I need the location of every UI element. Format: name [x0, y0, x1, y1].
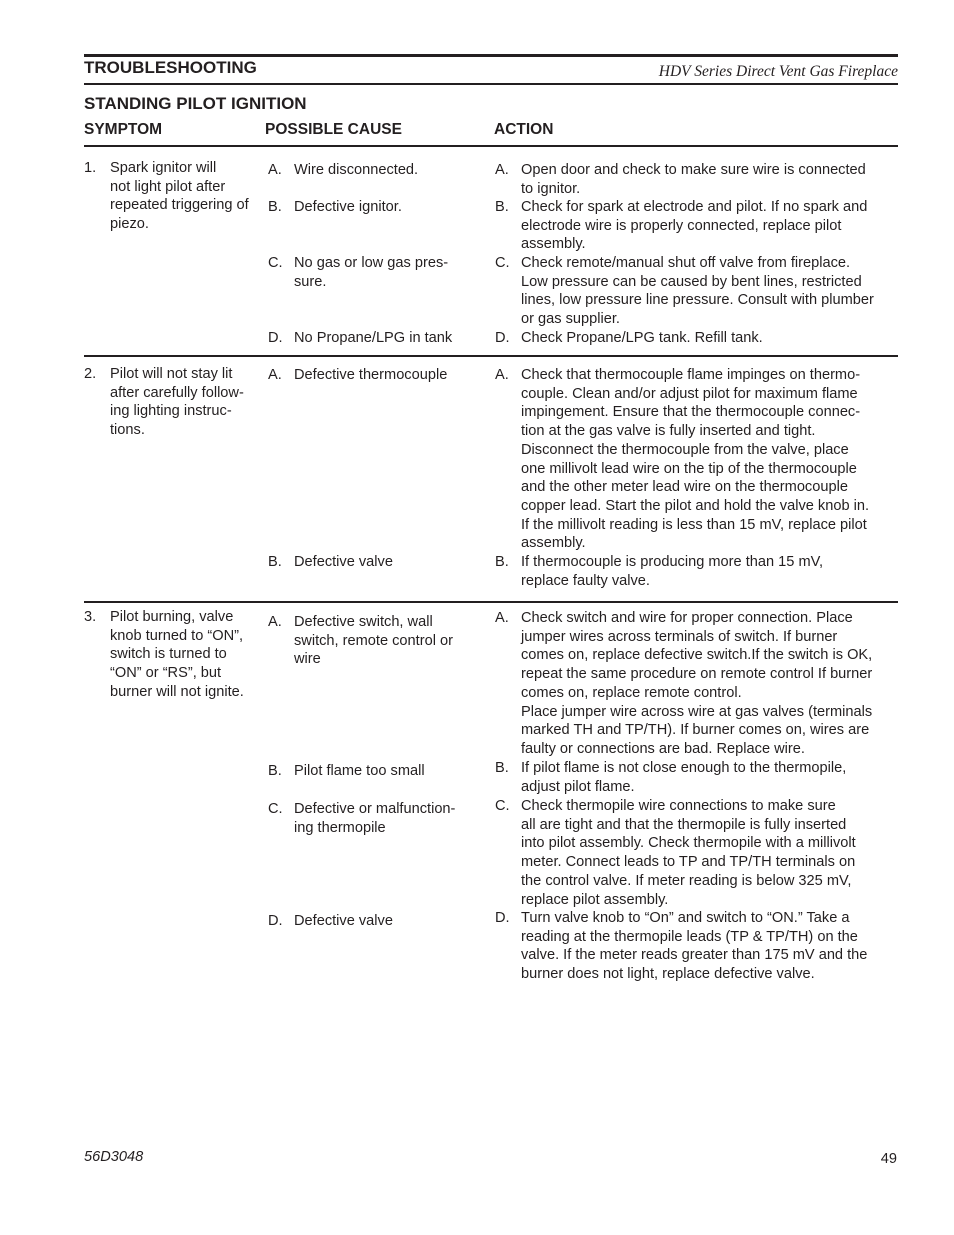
cause-text: Defective or malfunction- ing thermopile	[294, 801, 456, 836]
action-marker: B.	[495, 199, 509, 215]
section-title: STANDING PILOT IGNITION	[84, 94, 307, 113]
action-marker: C.	[495, 798, 510, 814]
action-marker: C.	[495, 255, 510, 271]
cause-marker: A.	[268, 367, 282, 383]
action-3c	[495, 797, 905, 909]
symptom-1	[84, 159, 264, 234]
cause-text: Defective ignitor.	[294, 199, 402, 215]
action-text: Check Propane/LPG tank. Refill tank.	[521, 330, 763, 346]
cause-1b	[268, 198, 483, 217]
cause-text: Defective switch, wall switch, remote control or wire	[294, 614, 453, 668]
cause-marker: C.	[268, 801, 283, 817]
action-text: Check thermopile wire connections to make sure all are tight and that the thermopile is fully inserted into pilot assembly. Check thermopile with a millivolt meter. Connect leads to TP and TP/TH terminals on the control valve. If meter reading is below 325 mV, replace pilot assembly.	[521, 798, 856, 908]
cause-text: No Propane/LPG in tank	[294, 330, 453, 346]
cause-3c	[268, 800, 483, 837]
action-marker: A.	[495, 610, 509, 626]
action-1c	[495, 254, 905, 329]
column-header-cause: POSSIBLE CAUSE	[265, 121, 402, 138]
cause-2b	[268, 553, 483, 572]
action-marker: A.	[495, 367, 509, 383]
cause-text: Wire disconnected.	[294, 162, 419, 178]
action-text: Check for spark at electrode and pilot. If no spark and electrode wire is properly connected, replace pilot assembly.	[521, 199, 868, 253]
cause-3b	[268, 762, 483, 781]
cause-marker: C.	[268, 255, 283, 271]
action-3b	[495, 759, 905, 796]
action-text: Check remote/manual shut off valve from fireplace. Low pressure can be caused by bent lines, restricted lines, low pressure line pressure. Consult with plumber or gas supplier.	[521, 255, 874, 328]
column-header-rule	[84, 145, 898, 147]
column-header-action: ACTION	[494, 121, 554, 138]
action-text: If pilot flame is not close enough to the thermopile, adjust pilot flame.	[521, 760, 847, 795]
cause-marker: D.	[268, 330, 283, 346]
action-2a	[495, 366, 905, 553]
action-text: Check that thermocouple flame impinges on thermo- couple. Clean and/or adjust pilot for maximum flame impingement. Ensure that the thermocouple connec- tion at the gas valve is fully inserted and tight. Disconnect the thermocouple from the valve, place one millivolt lead wire on the tip of the thermocouple and the other meter lead wire on the thermocouple copper lead. Start the pilot and hold the valve knob in. If the millivolt reading is less than 15 mV, replace pilot assembly.	[521, 367, 870, 552]
symptom-marker: 3.	[84, 609, 97, 625]
cause-marker: D.	[268, 913, 283, 929]
top-rule	[84, 54, 898, 57]
cause-text: No gas or low gas pres- sure.	[294, 255, 449, 290]
cause-2a	[268, 366, 483, 385]
cause-marker: A.	[268, 614, 282, 630]
cause-text: Defective valve	[294, 554, 393, 570]
action-text: Open door and check to make sure wire is connected to ignitor.	[521, 162, 866, 197]
cause-text: Defective valve	[294, 913, 393, 929]
action-marker: D.	[495, 330, 510, 346]
row-divider	[84, 601, 898, 603]
cause-marker: A.	[268, 162, 282, 178]
action-marker: D.	[495, 910, 510, 926]
cause-marker: B.	[268, 554, 282, 570]
cause-marker: B.	[268, 763, 282, 779]
cause-text: Defective thermocouple	[294, 367, 448, 383]
action-1d	[495, 329, 905, 348]
action-marker: B.	[495, 760, 509, 776]
action-marker: B.	[495, 554, 509, 570]
action-2b	[495, 553, 905, 590]
page-number: 49	[880, 1151, 897, 1167]
header-rule	[84, 83, 898, 85]
action-1a	[495, 161, 905, 198]
document-number: 56D3048	[84, 1149, 144, 1165]
action-3a	[495, 609, 905, 759]
cause-3a	[268, 613, 483, 669]
cause-text: Pilot flame too small	[294, 763, 425, 779]
symptom-text: Pilot will not stay lit after carefully follow- ing lighting instruc- tions.	[110, 366, 244, 439]
symptom-text: Spark ignitor will not light pilot after repeated triggering of piezo.	[110, 160, 249, 233]
action-text: If thermocouple is producing more than 15 mV, replace faulty valve.	[521, 554, 824, 589]
symptom-marker: 1.	[84, 160, 97, 176]
symptom-3	[84, 608, 264, 702]
cause-1d	[268, 329, 483, 348]
action-text: Check switch and wire for proper connection. Place jumper wires across terminals of switch. If burner comes on, replace defective switch.If the switch is OK, repeat the same procedure on remote control If burner comes on, replace remote control. Place jumper wire across wire at gas valves (terminals marked TH and TP/TH). If burner comes on, wires are faulty or connections are bad. Replace wire.	[521, 610, 873, 757]
symptom-2	[84, 365, 264, 440]
cause-1c	[268, 254, 483, 291]
action-1b	[495, 198, 905, 254]
action-3d	[495, 909, 905, 984]
product-name: HDV Series Direct Vent Gas Fireplace	[658, 63, 898, 80]
cause-1a	[268, 161, 483, 180]
action-marker: A.	[495, 162, 509, 178]
symptom-text: Pilot burning, valve knob turned to “ON”, switch is turned to “ON” or “RS”, but burner will not ignite.	[110, 609, 244, 700]
cause-marker: B.	[268, 199, 282, 215]
cause-3d	[268, 912, 483, 931]
column-header-symptom: SYMPTOM	[84, 121, 163, 138]
page-title: TROUBLESHOOTING	[84, 58, 257, 77]
action-text: Turn valve knob to “On” and switch to “ON.” Take a reading at the thermopile leads (TP & TP/TH) on the valve. If the meter reads greater than 175 mV and the burner does not light, replace defective valve.	[521, 910, 868, 983]
symptom-marker: 2.	[84, 366, 97, 382]
row-divider	[84, 355, 898, 357]
